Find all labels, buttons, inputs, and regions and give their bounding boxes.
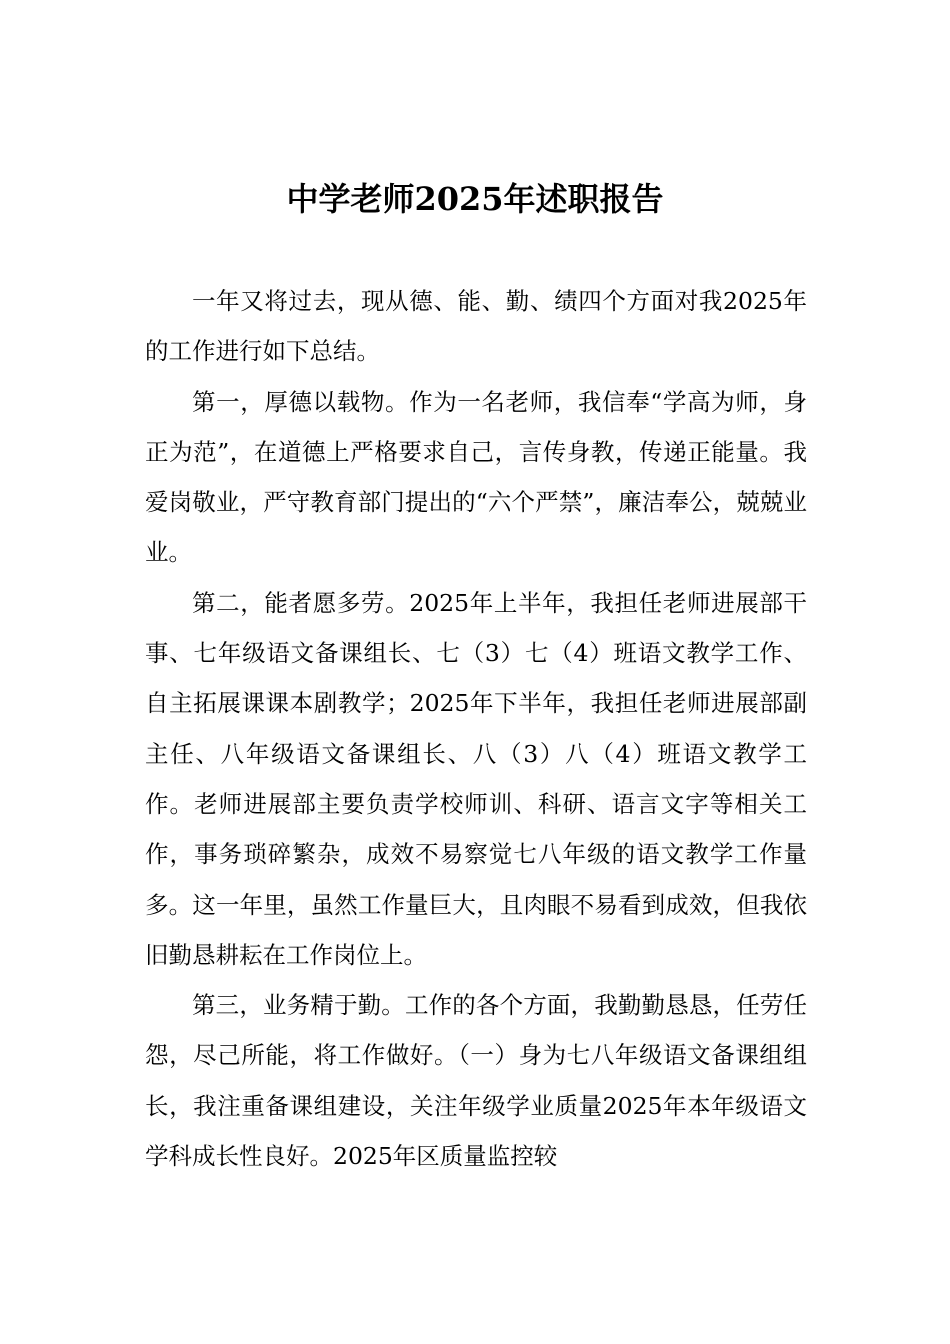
paragraph-morality: 第一，厚德以载物。作为一名老师，我信奉“学高为师，身正为范”，在道德上严格要求自己，言传身教，传递正能量。我爱岗敬业，严守教育部门提出的“六个严禁”，廉洁奉公，兢兢业业。 — [145, 387, 807, 567]
paragraph-diligence: 第三，业务精于勤。工作的各个方面，我勤勤恳恳，任劳任怨，尽己所能，将工作做好。（一）身为七八年级语文备课组组长，我注重备课组建设，关注年级学业质量2025年本年级语文学科成长性良好。2025年区质量监控较 — [145, 991, 807, 1171]
document-body — [145, 276, 807, 1181]
paragraph-intro: 一年又将过去，现从德、能、勤、绩四个方面对我2025年的工作进行如下总结。 — [145, 287, 807, 366]
paragraph-ability: 第二，能者愿多劳。2025年上半年，我担任老师进展部干事、七年级语文备课组长、七（3）七（4）班语文教学工作、自主拓展课课本剧教学；2025年下半年，我担任老师进展部副主任、八年级语文备课组长、八（3）八（4）班语文教学工作。老师进展部主要负责学校师训、科研、语言文字等相关工作，事务琐碎繁杂，成效不易察觉七八年级的语文教学工作量多。这一年里，虽然工作量巨大，且肉眼不易看到成效，但我依旧勤恳耕耘在工作岗位上。 — [145, 588, 807, 969]
document-title: 中学老师2025年述职报告 — [286, 180, 664, 218]
